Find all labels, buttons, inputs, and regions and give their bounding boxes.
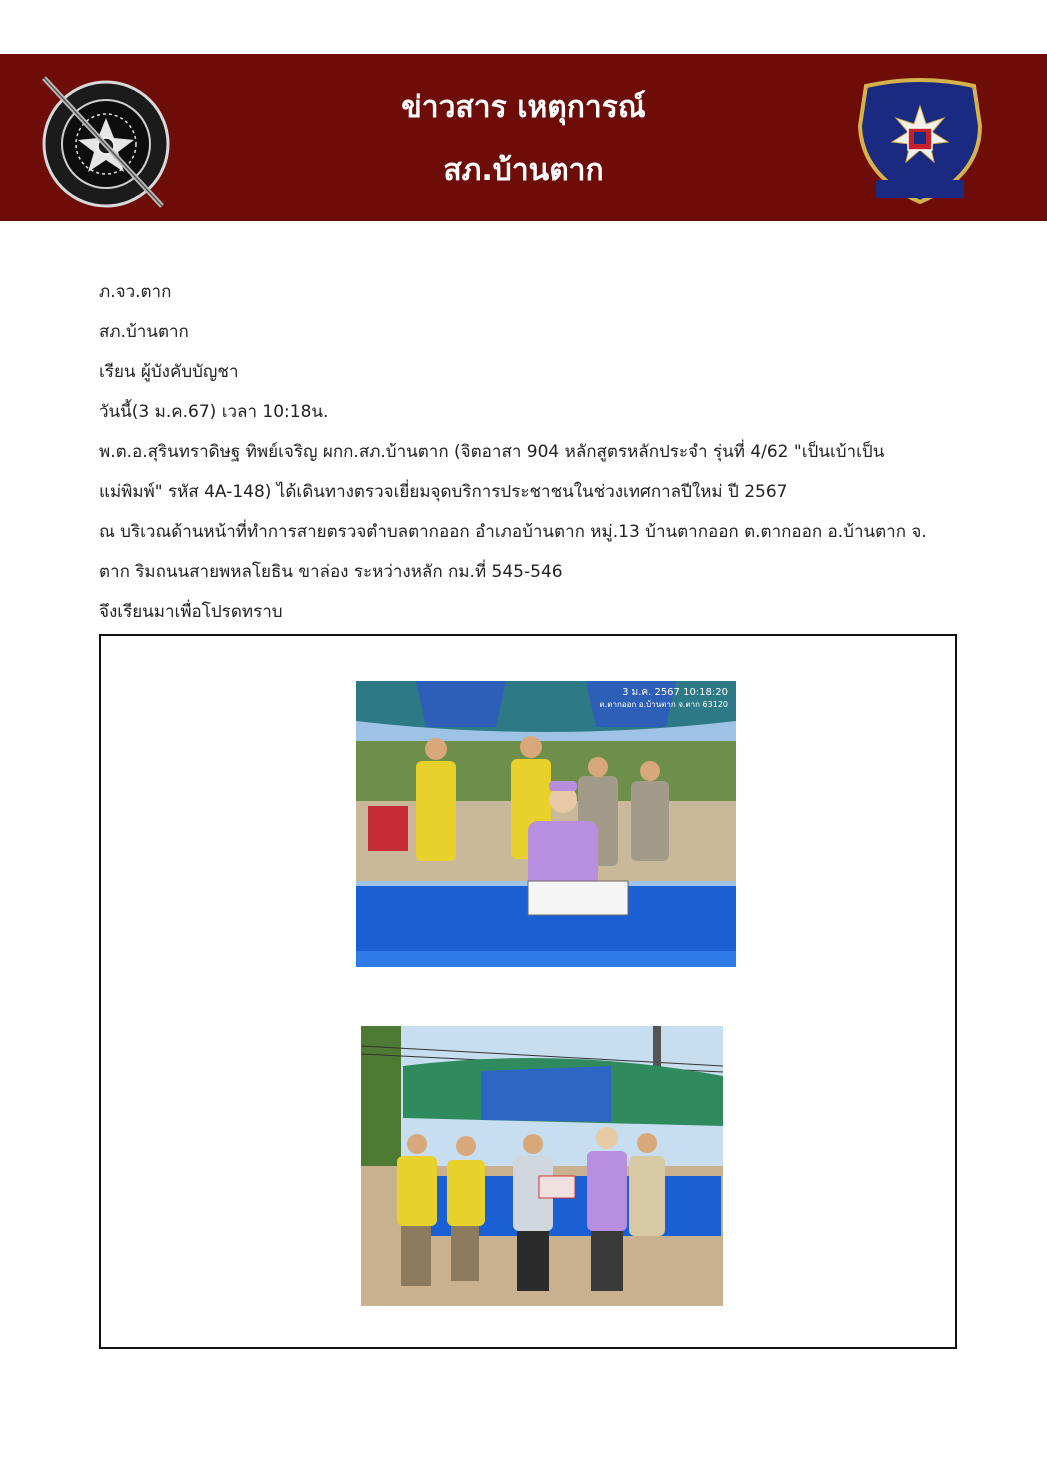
photo-location-stamp: ต.ตากออก อ.บ้านตาก จ.ตาก 63120: [599, 700, 728, 709]
report-line: ณ บริเวณด้านหน้าที่ทำการสายตรวจตำบลตากออก อำเภอบ้านตาก หมู่.13 บ้านตากออก ต.ตากออก อ.บ้านตาก จ.: [99, 522, 927, 542]
title-line-2: สภ.บ้านตาก: [443, 153, 604, 188]
title-line-1: ข่าวสาร เหตุการณ์: [401, 90, 646, 125]
report-line: แม่พิมพ์" รหัส 4A-148) ได้เดินทางตรวจเยี่ยมจุดบริการประชาชนในช่วงเทศกาลปีใหม่ ปี 2567: [99, 482, 788, 502]
tak-provincial-police-logo: [854, 76, 986, 204]
report-line: จึงเรียนมาเพื่อโปรดทราบ: [99, 602, 283, 622]
report-body: [99, 272, 959, 632]
photo-timestamp: 3 ม.ค. 2567 10:18:20: [622, 687, 728, 698]
report-line: วันนี้(3 ม.ค.67) เวลา 10:18น.: [99, 402, 329, 422]
report-line: สภ.บ้านตาก: [99, 322, 189, 342]
report-line: เรียน ผู้บังคับบัญชา: [99, 362, 239, 382]
report-line: ภ.จว.ตาก: [99, 282, 172, 302]
photo-group-handover: [361, 1026, 723, 1306]
report-line: ตาก ริมถนนสายพหลโยธิน ขาล่อง ระหว่างหลัก กม.ที่ 545-546: [99, 562, 563, 582]
photo-frame: [99, 634, 957, 1349]
report-line: พ.ต.อ.สุรินทราดิษฐ ทิพย์เจริญ ผกก.สภ.บ้านตาก (จิตอาสา 904 หลักสูตรหลักประจำ รุ่นที่ 4/62 "เป็นเบ้าเป็น: [99, 442, 885, 462]
photo-signing-logbook: [356, 681, 736, 967]
header-banner: [0, 54, 1047, 221]
